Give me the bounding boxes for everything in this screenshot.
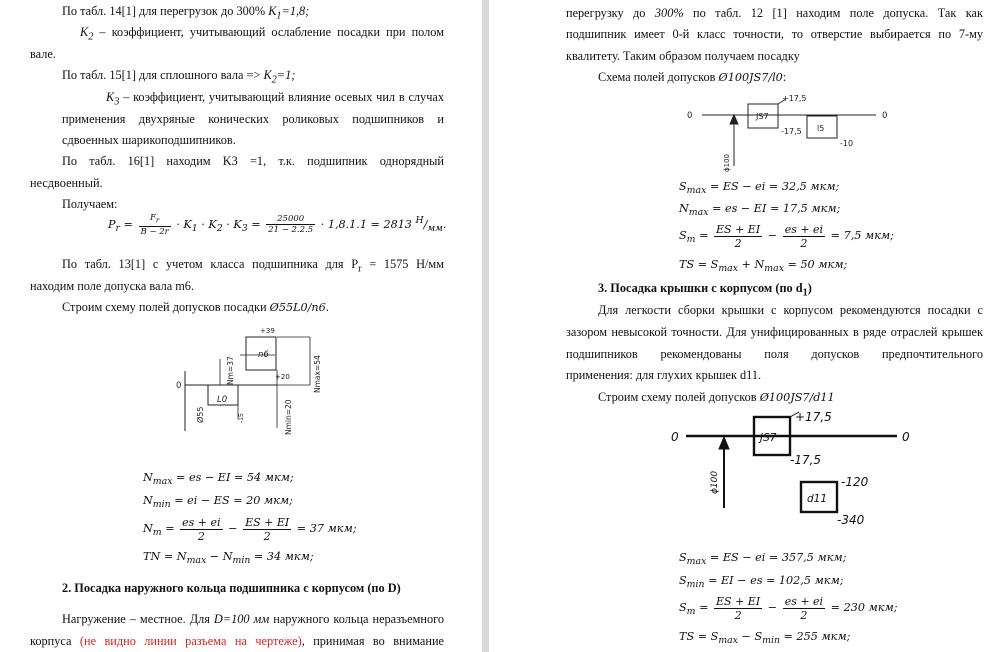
text-line: По табл. 15[1] для сплошного вала => $K_2=1$; <box>62 68 296 86</box>
equation: $N_{max}$ = es − EI = 54 мкм; <box>143 471 294 488</box>
text-line: Строим схему полей допусков Ø100JS7/d11 <box>598 390 835 404</box>
label-plus39: +39 <box>260 327 275 335</box>
text-line: По табл. 16[1] находим K3 =1, т.к. подшипник однорядный <box>62 154 444 168</box>
text-line: $K_3$ – коэффициент, учитывающий влияние осевых чил в случах <box>106 90 444 108</box>
label-js7: JS7 <box>756 112 769 121</box>
text-line: Строим схему полей допусков посадки Ø55L0/n6. <box>62 300 329 314</box>
label-minus120: -120 <box>841 475 869 489</box>
right-page <box>489 0 1000 652</box>
label-plus20: +20 <box>275 373 290 381</box>
label-d11: d11 <box>807 493 828 505</box>
equation: $N_m$ = $\frac{es + ei}{2}$ − $\frac{ES + EI}{2}$ = 37 мкм; <box>143 515 357 543</box>
text-line: Для легкости сборки крышки с корпусом рекомендуются посадки с <box>598 303 983 317</box>
equation: $S_m$ = $\frac{ES + EI}{2}$ − $\frac{es + ei}{2}$ = 230 мкм; <box>679 594 898 622</box>
text-line: подшипников рекомендованы поля допусков предпочтительного <box>566 347 983 361</box>
tolerance-diagram-3 <box>669 404 919 536</box>
equation: TS = $S_{max} - S_{min} = 255$ мкм; <box>679 630 851 647</box>
label-minus340: -340 <box>837 513 865 527</box>
left-page <box>0 0 482 652</box>
tolerance-diagram-2 <box>684 88 894 172</box>
label-minus17-5: -17,5 <box>781 127 802 136</box>
text-line: Получаем: <box>62 197 118 211</box>
equation: $S_m$ = $\frac{ES + EI}{2}$ − $\frac{es + ei}{2}$ = 7,5 мкм; <box>679 222 894 250</box>
equation: TS = $S_{max} + N_{max} = 50$ мкм; <box>679 258 848 275</box>
text-line: применения: для глухих крышек d11. <box>566 368 762 382</box>
equation: $S_{max}$ = ES − ei = 357,5 мкм; <box>679 551 847 568</box>
label-minus17-5: -17,5 <box>790 453 822 467</box>
tolerance-diagram-1 <box>165 323 365 455</box>
text-line: перегрузку до 300% по табл. 12 [1] находим поле допуска. Так как <box>566 6 983 20</box>
equation: TN = $N_{max} - N_{min} = 34$ мкм; <box>143 550 314 567</box>
text-line: Нагружение – местное. Для D=100 мм наружного кольца неразъемного <box>62 612 444 626</box>
equation: $S_{max}$ = ES − ei = 32,5 мкм; <box>679 180 840 197</box>
text-line: По табл. 13[1] с учетом класса подшипника для $P_r = 1575$ Н/мм <box>62 257 444 275</box>
text-line: корпуса (не видно линии разъема на чертеже), принимая во внимание <box>30 634 444 648</box>
label-phi100: ϕ100 <box>723 154 731 172</box>
text-line: несдвоенный. <box>30 176 103 190</box>
text-line: применения двухряные конических роликовых подшипников и <box>62 112 444 126</box>
text-line: подшипник имеет 0-й класс точности, то отверстие выбирается по 7-му <box>566 27 983 41</box>
label-n6: n6 <box>258 350 269 360</box>
section-heading: 2. Посадка наружного кольца подшипника с корпусом (по D) <box>62 581 401 595</box>
label-zero-left: 0 <box>687 111 693 121</box>
equation: $N_{max}$ = es − EI = 17,5 мкм; <box>679 202 841 219</box>
text-line: квалитету. Таким образом получаем посадку <box>566 49 800 63</box>
label-minus10: -10 <box>840 139 854 148</box>
label-plus17-5: +17,5 <box>795 410 832 424</box>
label-zero-left: 0 <box>671 430 679 444</box>
text-line: вале. <box>30 47 56 61</box>
label-nm37: Nm=37 <box>226 356 235 385</box>
label-zero: 0 <box>176 381 182 391</box>
section-heading: 3. Посадка крышки с корпусом (по $d_1$) <box>598 281 812 299</box>
label-plus17-5: +17,5 <box>782 94 807 103</box>
label-nmax54: Nmax=54 <box>313 355 322 393</box>
label-l5: l5 <box>817 124 825 133</box>
equation: $S_{min}$ = EI − es = 102,5 мкм; <box>679 574 844 591</box>
text-line: $K_2$ – коэффициент, учитывающий ослабление посадки при полом <box>80 25 444 43</box>
formula-pr: $P_r$ = $\frac{F_r}{B - 2r}$ · $K_1 \cdot K_2 \cdot K_3$ = $\frac{25000}{21 - 2.2.5}$ · 1,8.1.1 = 2813 $^Н/_{мм}$. <box>108 213 447 237</box>
label-zero-right: 0 <box>882 111 888 121</box>
label-js7: JS7 <box>760 432 777 444</box>
text-line: Схема полей допусков Ø100JS7/l0: <box>598 70 787 84</box>
label-l0: L0 <box>217 395 228 405</box>
text-line: По табл. 14[1] для перегрузок до 300% $K_1=1,8$; <box>62 4 310 22</box>
label-minus15: -15 <box>238 413 245 423</box>
label-phi100: ϕ100 <box>710 470 720 494</box>
label-zero-right: 0 <box>902 430 910 444</box>
text-line: сдвоенных шарикоподшипников. <box>62 133 236 147</box>
text-line: зазором невысокой точности. Для унифицированных в ряде отраслей крышек <box>566 325 983 339</box>
equation: $N_{min}$ = ei − ES = 20 мкм; <box>143 494 293 511</box>
label-nmin20: Nmin=20 <box>284 399 293 435</box>
text-line: находим поле допуска вала m6. <box>30 279 195 293</box>
label-phi55: Ø55 <box>196 406 205 423</box>
